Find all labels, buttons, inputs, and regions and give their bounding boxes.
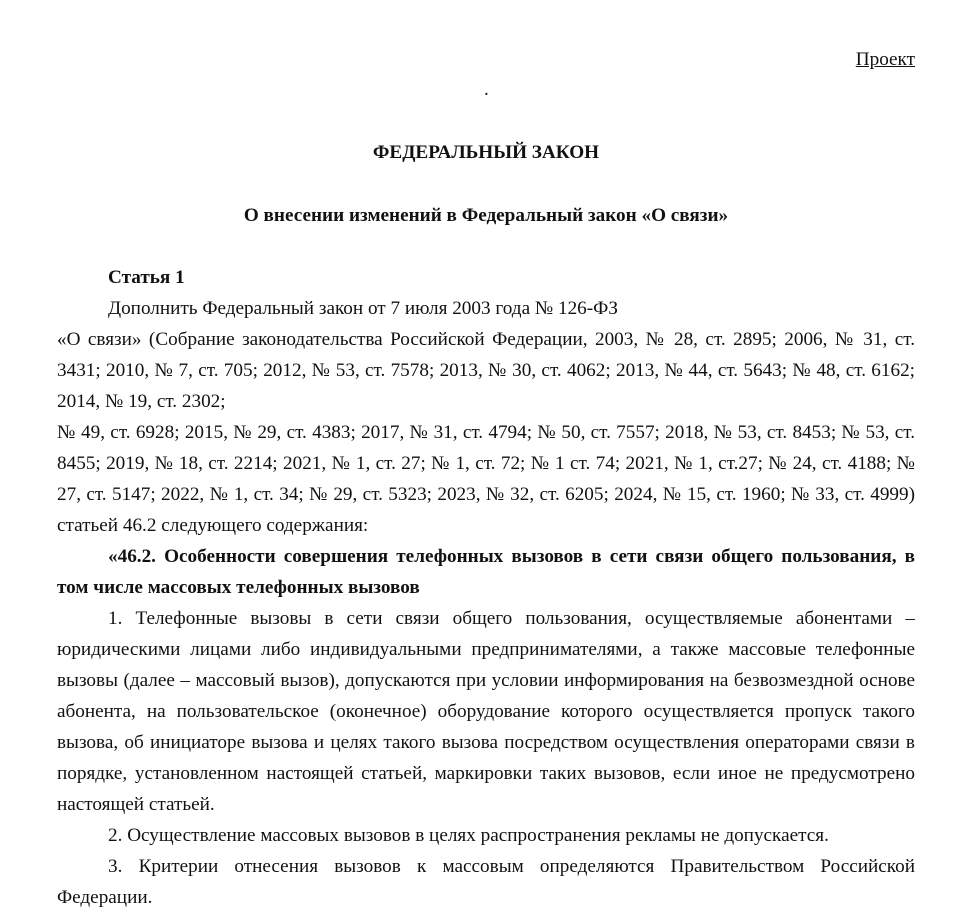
stray-dot: . — [484, 79, 489, 100]
document-page — [57, 0, 915, 912]
section-paragraph-2: 2. Осуществление массовых вызовов в целях распространения рекламы не допускается. — [108, 825, 829, 846]
article-intro-line2: «О связи» (Собрание законодательства Российской Федерации, 2003, № 28, ст. 2895; 2006, № 31, ст. 3431; 2010, № 7, ст. 705; 2012, № 53, ст. 7578; 2013, № 30, ст. 4062; 2013, № 44, ст. 5643; № 48, ст. 6162; 2014, № 19, ст. 2302; — [57, 329, 915, 412]
law-subtitle: О внесении изменений в Федеральный закон «О связи» — [243, 205, 729, 226]
draft-label: Проект — [855, 49, 915, 70]
section-paragraph-1: 1. Телефонные вызовы в сети связи общего пользования, осуществляемые абонентами – юридическими лицами либо индивидуальными предпринимателями, а также массовые телефонные вызовы (далее – массовый вызов), допускаются при условии информирования на безвозмездной основе абонента, на пользовательское (оконечное) оборудование которого осуществляется пропуск такого вызова, об инициаторе вызова и целях такого вызова посредством осуществления операторами связи в порядке, установленном настоящей статьей, маркировки таких вызовов, если иное не предусмотрено настоящей статьей. — [57, 608, 915, 815]
article-intro-line3: № 49, ст. 6928; 2015, № 29, ст. 4383; 2017, № 31, ст. 4794; № 50, ст. 7557; 2018, № 53, ст. 8453; № 53, ст. 8455; 2019, № 18, ст. 2214; 2021, № 1, ст. 27; № 1, ст. 72; № 1 ст. 74; 2021, № 1, ст.27; № 24, ст. 4188; № 27, ст. 5147; 2022, № 1, ст. 34; № 29, ст. 5323; 2023, № 32, ст. 6205; 2024, № 15, ст. 1960; № 33, ст. 4999) статьей 46.2 следующего содержания: — [57, 422, 915, 536]
section-paragraph-3: 3. Критерии отнесения вызовов к массовым определяются Правительством Российской Федерации. — [57, 856, 915, 908]
article-intro-line1: Дополнить Федеральный закон от 7 июля 2003 года № 126-ФЗ — [108, 298, 618, 319]
law-title: ФЕДЕРАЛЬНЫЙ ЗАКОН — [372, 142, 600, 163]
section-heading: «46.2. Особенности совершения телефонных вызовов в сети связи общего пользования, в том числе массовых телефонных вызовов — [57, 546, 915, 598]
article-heading: Статья 1 — [108, 267, 185, 288]
document-body — [57, 262, 915, 913]
